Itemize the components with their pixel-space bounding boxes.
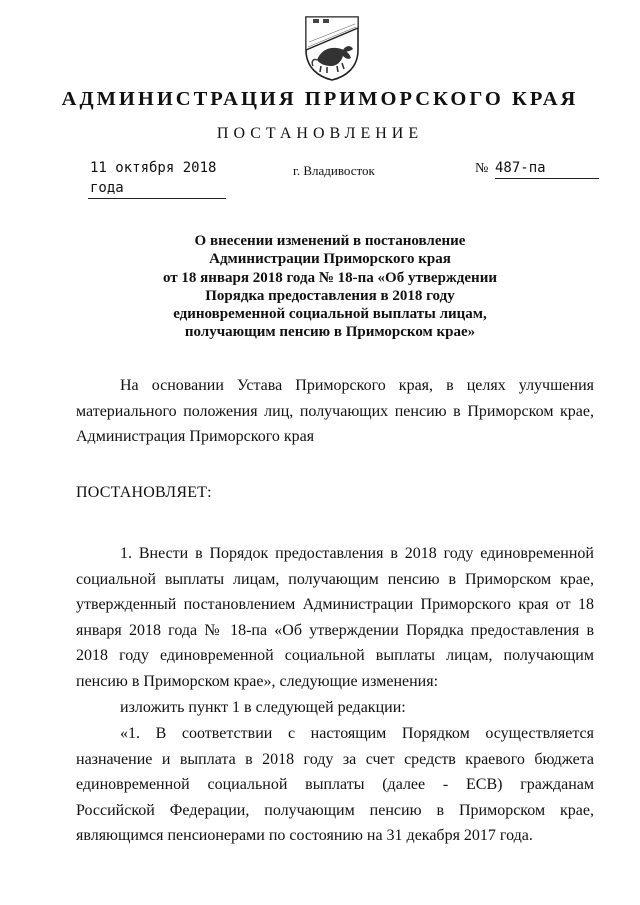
- preamble-paragraph: На основании Устава Приморского края, в целях улучшения материального положения лиц, получающих пенсию в Приморском крае, Администрация Приморского края: [76, 377, 594, 445]
- subject-line: Порядка предоставления в 2018 году: [205, 287, 455, 304]
- subject-line: О внесении изменений в постановление: [194, 233, 466, 249]
- decree-verb: ПОСТАНОВЛЯЕТ:: [76, 484, 212, 501]
- decree-number: 487-па: [495, 158, 599, 179]
- subject-line: Администрации Приморского края: [209, 251, 451, 268]
- subject-line: получающим пенсию в Приморском крае»: [184, 324, 476, 341]
- subject-line: от 18 января 2018 года № 18-па «Об утверждении: [163, 269, 497, 286]
- coat-of-arms-icon: [303, 14, 361, 82]
- decree-subject: [120, 232, 540, 342]
- decree-date: 11 октября 2018 года: [88, 158, 226, 199]
- item-1-paragraph: 1. Внести в Порядок предоставления в 2018 году единовременной социальной выплаты лицам, получающим пенсию в Приморском крае, утвержденный постановлением Администрации Приморского края от 18 января 2018 года № 18-па «Об утверждении Порядка предоставления в 2018 году единовременной социальной выплаты лицам, получающим пенсию в Приморском крае», следующие изменения:: [76, 545, 594, 690]
- subject-line: единовременной социальной выплаты лицам,: [173, 306, 487, 323]
- administration-title: АДМИНИСТРАЦИЯ ПРИМОРСКОГО КРАЯ: [61, 88, 579, 110]
- decree-city: г. Владивосток: [293, 163, 375, 178]
- quoted-amendment-paragraph: «1. В соответствии с настоящим Порядком осуществляется назначение и выплата в 2018 году за счет средств краевого бюджета единовременной социальной выплаты (далее - ЕСВ) гражданам Российской Федерации, получающим пенсию в Приморском крае, являющимся пенсионерами по состоянию на 31 декабря 2017 года.: [76, 725, 594, 844]
- document-type: ПОСТАНОВЛЕНИЕ: [216, 125, 424, 142]
- decree-number-field: [475, 158, 599, 179]
- number-sign: №: [475, 161, 489, 176]
- item-1-instruction: изложить пункт 1 в следующей редакции:: [120, 699, 406, 716]
